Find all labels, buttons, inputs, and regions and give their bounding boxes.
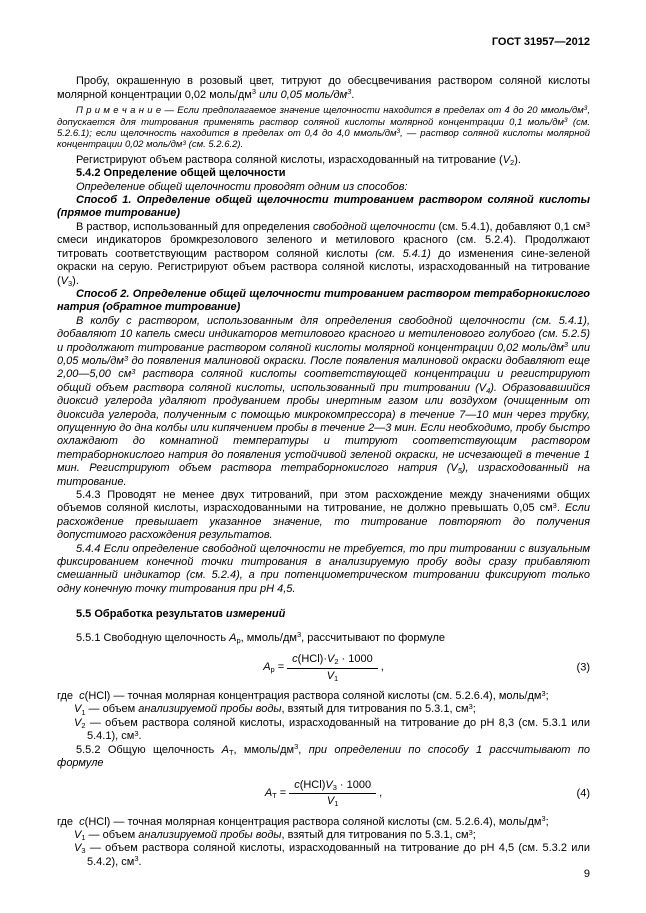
page-number: 9 [583, 867, 590, 880]
heading-5-4-2: 5.4.2 Определение общей щелочности [76, 167, 286, 180]
note-block: П р и м е ч а н и е — Если предполагаемое значение щелочности находится в пределах от 4 до 20 ммоль/$дм^3$, допускается для титрования применять раствор соляной кислоты молярной концентрации 0,1 моль/$дм^3$ (см. 5.2.6.1); если щелочность находится в пределах от 0,4 до 4,0 ммоль/$дм^3$, — раствор соляной кислоты молярной концентрации 0,02 моль/$дм^3$ (см. 5.2.6.2). [57, 105, 590, 151]
formula-4-tail: , [379, 786, 383, 799]
formula-3-numerator: $c(HCl)\cdot V_2 \cdot 1000$ [287, 653, 378, 668]
paragraph-titration-intro: Пробу, окрашенную в розовый цвет, титруют до обесцвечивания раствором соляной кислоты молярной концентрации 0,02 моль/$дм^3$ или 0,05 моль/$дм^3$. [57, 75, 590, 101]
heading-method-2: Способ 2. Определение общей щелочности титрованием раствором тетраборнокислого натрия (обратное титрование) [57, 287, 590, 314]
formula-3-tail: , [380, 661, 384, 674]
formula-4-fraction [289, 779, 376, 809]
where-line-chcl: где c(HCl) — точная молярная концентрация раствора соляной кислоты (см. 5.2.6.4), моль/$дм^3$; [57, 688, 549, 703]
formula-4 [57, 776, 590, 812]
standard-number: ГОСТ 31957—2012 [491, 36, 590, 48]
document-header [57, 36, 590, 49]
paragraph-5-5-1: 5.5.1 Свободную щелочность $А_р$, ммоль/$дм^3$, рассчитывают по формуле [76, 630, 445, 645]
paragraph-method-1-body: В раствор, использованный для определения свободной щелочности (см. 5.4.1), добавляют 0,1 $см^3$ смеси индикаторов бромкрезолового зеленого и метилового красного (см. 5.2.4). Продолжают титровать соответствующим раствором соляной кислоты (см. 5.4.1) до изменения сине-зеленой окраски на серую. Регистрируют объем раствора соляной кислоты, израсходованный на титрование $(V_3)$. [57, 219, 590, 288]
formula-4-numerator: $c(HCl)V_3 \cdot 1000$ [289, 779, 376, 794]
formula-4-lhs: $А_Т$ = [264, 786, 287, 800]
page-footer [584, 868, 590, 881]
where-line-v1: $V_1$ — объем анализируемой пробы воды, взятый для титрования по 5.3.1, $см^3$; [74, 702, 476, 717]
formula-4-number: (4) [576, 786, 590, 799]
where-line-chcl: где c(HCl) — точная молярная концентрация раствора соляной кислоты (см. 5.2.6.4), моль/$дм^3$; [57, 814, 549, 828]
where-line-v1: $V_1$ — объем анализируемой пробы воды, взятый для титрования по 5.3.1, $см^3$; [74, 827, 476, 842]
formula-3-number: (3) [576, 661, 590, 674]
paragraph-method-2-body: В колбу с раствором, использованным для определения свободной щелочности (см. 5.4.1), добавляют 10 капель смеси индикаторов метилового красного и метиленового голубого (см. 5.2.5) и продолжают титрование раствором соляной кислоты молярной концентрации 0,02 моль/$дм^3$ или 0,05 моль/$дм^3$ до появления малиновой окраски. После появления малиновой окраски добавляют еще 2,00—5,00 $см^3$ раствора соляной кислоты соответствующей концентрации и регистрируют общий объем раствора соляной кислоты, использованный при титровании $(V_4)$. Образовавшийся диоксид углерода удаляют продуванием пробы инертным газом или воздухом (очищенным от диоксида углерода, полученным с помощью микрокомпрессора) в течение 7—10 мин через трубку, опущенную до дна колбы или кипячением пробы в течение 2—3 мин. Если необходимо, пробу быстро охлаждают до комнатной температуры и титруют соответствующим раствором тетраборнокислого натрия до появления устойчивой зеленой окраски, не исчезающей в течение 1 мин. Регистрируют объем раствора тетраборнокислого натрия $(V_5)$, израсходованный на титрование. [57, 314, 590, 488]
where-block-formula-3 [57, 690, 590, 744]
heading-method-1: Способ 1. Определение общей щелочности титрованием раствором соляной кислоты (прямое титрование) [57, 194, 590, 220]
paragraph-register-v2: Регистрируют объем раствора соляной кислоты, израсходованный на титрование $(V_2)$. [76, 153, 521, 167]
formula-3-expression [263, 653, 384, 683]
formula-3-denominator: $V_1$ [326, 669, 339, 683]
paragraph-5-4-4: 5.4.4 Если определение свободной щелочности не требуется, то при титровании с визуальным фиксированием конечной точки титрования в анализируемую пробу воды сразу прибавляют смешанный индикатор (см. 5.2.4), а при потенциометрическом титровании фиксируют только одну конечную точку титрования при рН 4,5. [57, 542, 590, 595]
where-line-v2: $V_2$ — объем раствора соляной кислоты, израсходованный на титрование до рН 8,3 (см. 5.3.1 или 5.4.1), $см^3$. [74, 716, 590, 743]
heading-5-5: 5.5 Обработка результатов измерений [76, 608, 286, 621]
formula-4-expression [265, 779, 382, 809]
paragraph-5-5-2: 5.5.2 Общую щелочность $А_Т$, ммоль/$дм^3$, при определении по способу 1 рассчитывают по формуле [57, 742, 590, 770]
paragraph-methods-list: Определение общей щелочности проводят одним из способов: [76, 180, 408, 193]
where-line-v3: $V_3$ — объем раствора соляной кислоты, израсходованный на титрование до рН 4,5 (см. 5.3.2 или 5.4.2), $см^3$. [74, 842, 590, 868]
formula-4-denominator: $V_1$ [326, 795, 339, 809]
paragraph-5-4-3: 5.4.3 Проводят не менее двух титрований, при этом расхождение между значениями общих объемов соляной кислоты, израсходованными на титрование, не должно превышать 0,05 $см^3$. Если расхождение превышает указанное значение, то титрование повторяют до получения допустимого расхождения результатов. [57, 489, 590, 542]
formula-3-lhs: $А_р$ = [263, 661, 285, 675]
formula-3 [57, 650, 590, 686]
where-block-formula-4 [57, 816, 590, 870]
formula-3-fraction [287, 653, 378, 683]
